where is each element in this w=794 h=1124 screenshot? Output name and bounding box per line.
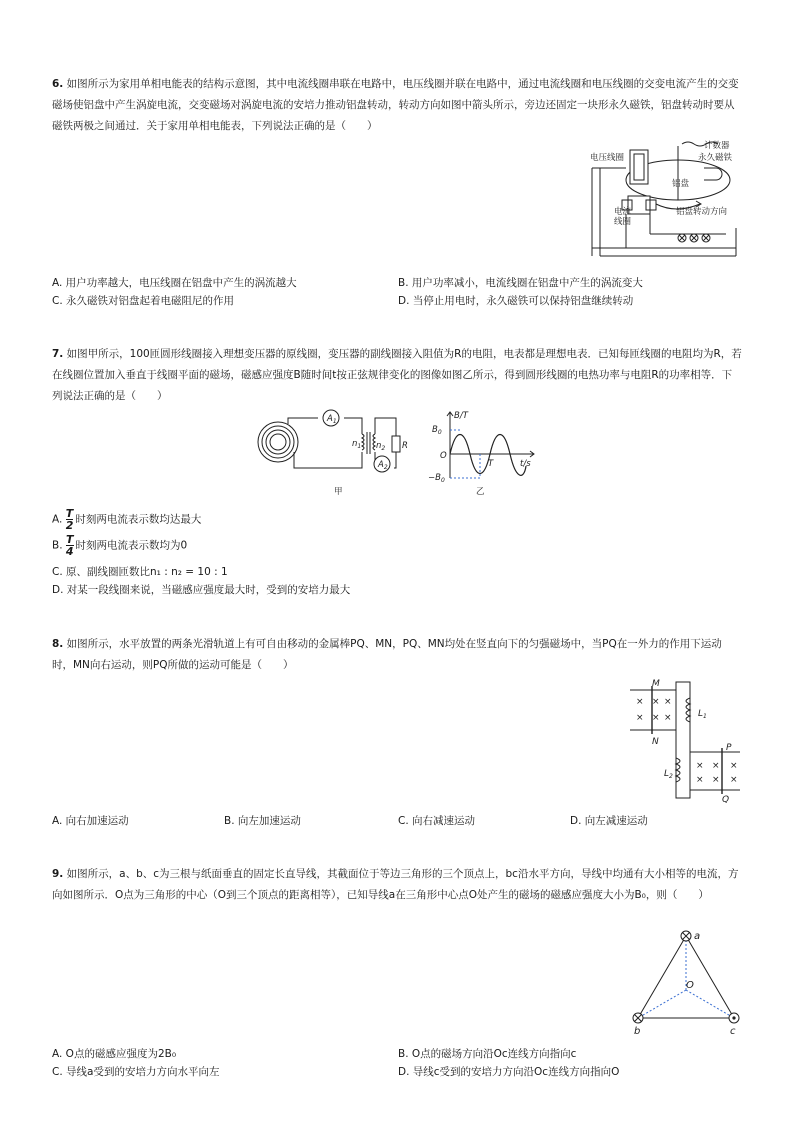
question-7-stem bbox=[52, 344, 742, 407]
ammeter-a2-label: $A_2$ bbox=[378, 460, 388, 471]
cross-mark: × bbox=[712, 775, 720, 785]
neg-b0-label: $-B_0$ bbox=[428, 473, 445, 484]
label-disc: 铝盘 bbox=[672, 179, 690, 189]
option-9-a[interactable]: A. O点的磁感应强度为2B₀ bbox=[52, 1048, 177, 1060]
label-wire-c: c bbox=[730, 1026, 736, 1036]
cross-mark: × bbox=[696, 761, 704, 771]
figure-jia-caption: 甲 bbox=[334, 487, 343, 497]
label-wire-b: b bbox=[634, 1026, 641, 1036]
period-label: T bbox=[488, 459, 494, 469]
triangle-wires-figure bbox=[626, 926, 744, 1036]
label-q: Q bbox=[722, 795, 730, 804]
question-8-stem bbox=[52, 634, 742, 676]
question-number: 7. bbox=[52, 348, 64, 360]
cross-mark: × bbox=[636, 697, 644, 707]
option-6-b[interactable]: B. 用户功率减小，电流线圈在铝盘中产生的涡流变大 bbox=[398, 277, 643, 289]
question-number: 9. bbox=[52, 868, 64, 880]
cross-mark: × bbox=[652, 697, 660, 707]
cross-mark: × bbox=[664, 713, 672, 723]
option-7-b[interactable]: B. $\frac{T}{4}$ 时刻两电流表示数均为0 bbox=[52, 533, 188, 558]
b0-label: $B_0$ bbox=[432, 425, 442, 436]
option-8-c[interactable]: C. 向右减速运动 bbox=[398, 815, 476, 827]
question-6-stem bbox=[52, 74, 742, 137]
option-9-d[interactable]: D. 导线c受到的安培力方向沿Oc连线方向指向O bbox=[398, 1066, 620, 1078]
option-6-a[interactable]: A. 用户功率越大，电压线圈在铝盘中产生的涡流越大 bbox=[52, 277, 297, 289]
cross-mark: × bbox=[730, 761, 738, 771]
label-m: M bbox=[652, 679, 660, 689]
cross-mark: × bbox=[730, 775, 738, 785]
label-rotation-direction: 铝盘转动方向 bbox=[676, 207, 728, 217]
question-text: 如图所示为家用单相电能表的结构示意图，其中电流线圈串联在电路中，电压线圈并联在电路中，通过电流线圈和电压线圈的交变电流产生的交变磁场使铝盘中产生涡旋电流，交变磁场对涡旋电流的安培力推动铝盘转动，转动方向如图中箭头所示，旁边还固定一块形永久磁铁，铝盘转动时要从磁铁两极之间通过．关于家用单相电能表，下列说法正确的是（ ） bbox=[52, 78, 739, 132]
label-current-coil-2: 线圈 bbox=[614, 217, 632, 227]
option-8-b[interactable]: B. 向左加速运动 bbox=[224, 815, 301, 827]
question-9-stem bbox=[52, 864, 742, 906]
resistor-label: R bbox=[402, 441, 408, 451]
cross-mark: × bbox=[664, 697, 672, 707]
figure-yi-caption: 乙 bbox=[476, 487, 485, 497]
option-9-c[interactable]: C. 导线a受到的安培力方向水平向左 bbox=[52, 1066, 220, 1078]
x-axis-label: t/s bbox=[520, 459, 531, 469]
label-l1: $L_1$ bbox=[698, 709, 707, 720]
option-8-d[interactable]: D. 向左减速运动 bbox=[570, 815, 648, 827]
label-center-o: O bbox=[686, 980, 694, 991]
dot-out-icon bbox=[732, 1016, 735, 1019]
transformer-circuit-figure bbox=[254, 408, 414, 498]
question-text: 如图所示，水平放置的两条光滑轨道上有可自由移动的金属棒PQ、MN，PQ、MN均处在竖直向下的匀强磁场中，当PQ在一外力的作用下运动时，MN向右运动，则PQ所做的运动可能是（ ） bbox=[52, 638, 722, 671]
b-t-graph-figure bbox=[426, 408, 542, 498]
label-voltage-coil: 电压线圈 bbox=[590, 153, 625, 163]
n2-label: $n_2$ bbox=[376, 441, 386, 452]
question-text: 如图甲所示，100匝圆形线圈接入理想变压器的原线圈，变压器的副线圈接入阻值为R的电阻，电表都是理想电表．已知每匝线圈的电阻均为R，若在线圈位置加入垂直于线圈平面的磁场，磁感应强度B随时间t按正弦规律变化的图像如图乙所示，得到圆形线圈的电热功率与电阻R的功率相等．下列说法正确的是（ ） bbox=[52, 348, 742, 402]
label-l2: $L_2$ bbox=[664, 769, 673, 780]
origin-label: O bbox=[440, 451, 447, 461]
option-6-c[interactable]: C. 永久磁铁对铝盘起着电磁阻尼的作用 bbox=[52, 295, 235, 307]
label-n: N bbox=[652, 737, 659, 747]
n1-label: $n_1$ bbox=[352, 439, 362, 450]
label-wire-a: a bbox=[694, 931, 701, 942]
question-text: 如图所示，a、b、c为三根与纸面垂直的固定长直导线，其截面位于等边三角形的三个顶点上，bc沿水平方向，导线中均通有大小相等的电流，方向如图所示．O点为三角形的中心（O到三个顶点的距离相等），已知导线a在三角形中心点O处产生的磁场的磁感应强度大小为B₀，则（ ） bbox=[52, 868, 739, 901]
question-number: 6. bbox=[52, 78, 64, 90]
option-6-d[interactable]: D. 当停止用电时，永久磁铁可以保持铝盘继续转动 bbox=[398, 295, 634, 307]
option-9-b[interactable]: B. O点的磁场方向沿Oc连线方向指向c bbox=[398, 1048, 577, 1060]
label-p: P bbox=[726, 743, 732, 753]
y-axis-label: B/T bbox=[454, 411, 468, 421]
label-counter: 计数器 bbox=[704, 141, 730, 151]
option-8-a[interactable]: A. 向右加速运动 bbox=[52, 815, 129, 827]
question-number: 8. bbox=[52, 638, 64, 650]
label-permanent-magnet: 永久磁铁 bbox=[698, 153, 733, 163]
cross-mark: × bbox=[636, 713, 644, 723]
rails-coils-figure bbox=[626, 678, 744, 804]
label-current-coil: 电流 bbox=[614, 207, 632, 217]
ammeter-a1-label: $A_1$ bbox=[327, 414, 337, 425]
option-7-a[interactable]: A. $\frac{T}{2}$ 时刻两电流表示数均达最大 bbox=[52, 507, 202, 532]
cross-mark: × bbox=[652, 713, 660, 723]
cross-mark: × bbox=[696, 775, 704, 785]
cross-mark: × bbox=[712, 761, 720, 771]
option-7-d[interactable]: D. 对某一段线圈来说，当磁感应强度最大时，受到的安培力最大 bbox=[52, 584, 351, 596]
option-7-c[interactable]: C. 原、副线圈匝数比n₁ : n₂ = 10 : 1 bbox=[52, 566, 228, 578]
energy-meter-figure bbox=[586, 138, 746, 262]
